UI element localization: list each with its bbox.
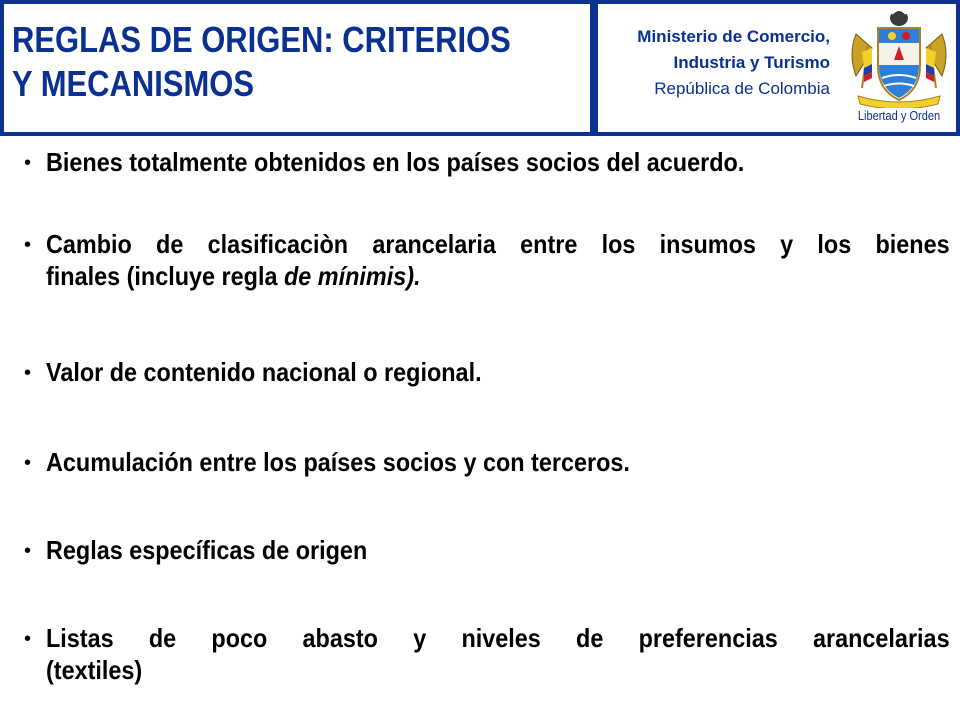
list-item (24, 228, 960, 292)
ministry-line-2: Industria y Turismo (673, 53, 830, 72)
list-item (24, 534, 960, 566)
bullet-text-italic: de mínimis). (283, 261, 421, 291)
motto-text: Libertad y Orden (857, 108, 941, 123)
title-line-2: Y MECANISMOS (12, 63, 254, 104)
list-item (24, 622, 960, 686)
list-item (24, 146, 960, 178)
colombia-coat-of-arms-icon (842, 4, 956, 132)
bullet-text-line-1: Listas de poco abasto y niveles de preferencias arancelarias (46, 623, 950, 653)
list-item (24, 446, 960, 478)
list-item (24, 356, 960, 388)
bullet-text (46, 622, 950, 686)
ministry-block (598, 4, 842, 132)
bullet-text-line-2 (46, 260, 950, 292)
bullet-icon: • (24, 362, 32, 384)
title-line-1: REGLAS DE ORIGEN: CRITERIOS (12, 19, 511, 60)
title-box (4, 4, 590, 132)
bullet-icon: • (24, 234, 32, 256)
slide-header (0, 0, 960, 136)
bullet-text-line-2: (textiles) (46, 655, 143, 685)
ministry-line-1: Ministerio de Comercio, (637, 27, 830, 46)
slide-title (12, 18, 511, 106)
bullet-text: Valor de contenido nacional o regional. (46, 357, 482, 387)
bullet-icon: • (24, 452, 32, 474)
bullet-text: Acumulación entre los países socios y con terceros. (46, 447, 630, 477)
bullet-text-part: finales (incluye regla (46, 261, 284, 291)
bullet-text: Reglas específicas de origen (46, 535, 368, 565)
bullet-icon: • (24, 540, 32, 562)
bullet-icon: • (24, 628, 32, 650)
ministry-line-3: República de Colombia (654, 79, 830, 98)
bullet-text (46, 228, 950, 292)
bullet-text-line-1: Cambio de clasificaciòn arancelaria entre los insumos y los bienes (46, 229, 950, 259)
bullet-text: Bienes totalmente obtenidos en los países socios del acuerdo. (46, 147, 745, 177)
bullet-icon: • (24, 152, 32, 174)
